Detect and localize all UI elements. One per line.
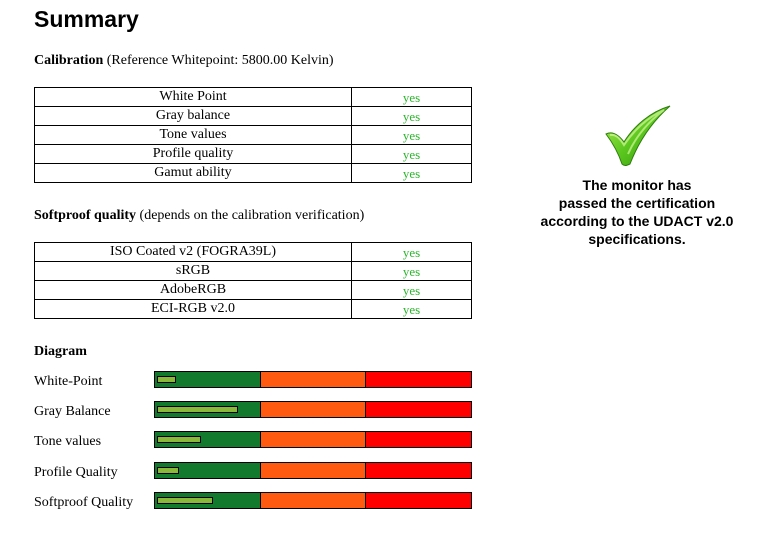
- diagram-bar: [154, 371, 472, 388]
- row-name: ECI-RGB v2.0: [35, 300, 352, 319]
- certification-line: The monitor has: [582, 177, 692, 193]
- row-name: Gamut ability: [35, 164, 352, 183]
- table-row: [35, 126, 472, 145]
- table-row: [35, 281, 472, 300]
- calibration-heading: [34, 53, 334, 69]
- diagram-label: Softproof Quality: [34, 495, 134, 510]
- bar-level-indicator: [157, 406, 238, 413]
- row-name: AdobeRGB: [35, 281, 352, 300]
- row-value: yes: [352, 88, 472, 107]
- row-value: yes: [352, 145, 472, 164]
- bar-zone-red: [366, 463, 471, 478]
- diagram-label: Gray Balance: [34, 404, 111, 419]
- bar-zone-orange: [261, 493, 366, 508]
- certification-line: according to the UDACT v2.0: [540, 213, 734, 229]
- row-value: yes: [352, 107, 472, 126]
- bar-zone-red: [366, 432, 471, 447]
- calibration-table: [34, 87, 472, 183]
- certification-message: [520, 176, 754, 248]
- row-value: yes: [352, 164, 472, 183]
- row-name: Profile quality: [35, 145, 352, 164]
- bar-level-indicator: [157, 436, 201, 443]
- row-value: yes: [352, 243, 472, 262]
- diagram-label: Profile Quality: [34, 465, 118, 480]
- bar-zone-red: [366, 493, 471, 508]
- bar-level-indicator: [157, 376, 176, 383]
- page-title: Summary: [34, 6, 139, 32]
- diagram-bar: [154, 401, 472, 418]
- bar-zone-red: [366, 402, 471, 417]
- row-name: White Point: [35, 88, 352, 107]
- calibration-note: (Reference Whitepoint: 5800.00 Kelvin): [106, 53, 334, 68]
- softproof-table: [34, 242, 472, 319]
- row-name: ISO Coated v2 (FOGRA39L): [35, 243, 352, 262]
- row-value: yes: [352, 300, 472, 319]
- table-row: [35, 145, 472, 164]
- table-row: [35, 88, 472, 107]
- bar-zone-orange: [261, 432, 366, 447]
- diagram-label: Tone values: [34, 434, 102, 449]
- bar-level-indicator: [157, 467, 179, 474]
- row-value: yes: [352, 281, 472, 300]
- checkmark-icon: [604, 104, 672, 168]
- softproof-heading: [34, 208, 364, 224]
- softproof-title: Softproof quality: [34, 208, 137, 223]
- certification-line: specifications.: [588, 231, 686, 247]
- bar-zone-orange: [261, 402, 366, 417]
- diagram-heading: [34, 344, 87, 360]
- diagram-bar: [154, 462, 472, 479]
- row-value: yes: [352, 126, 472, 145]
- diagram-bar: [154, 431, 472, 448]
- row-name: Gray balance: [35, 107, 352, 126]
- bar-zone-orange: [261, 372, 366, 387]
- table-row: [35, 243, 472, 262]
- table-row: [35, 300, 472, 319]
- diagram-label: White-Point: [34, 374, 103, 389]
- calibration-title: Calibration: [34, 53, 104, 68]
- table-row: [35, 107, 472, 126]
- table-row: [35, 164, 472, 183]
- diagram-title: Diagram: [34, 344, 87, 359]
- diagram-bar: [154, 492, 472, 509]
- table-row: [35, 262, 472, 281]
- bar-level-indicator: [157, 497, 213, 504]
- row-name: sRGB: [35, 262, 352, 281]
- bar-zone-red: [366, 372, 471, 387]
- row-name: Tone values: [35, 126, 352, 145]
- certification-line: passed the certification: [558, 195, 716, 211]
- softproof-note: (depends on the calibration verification): [139, 208, 365, 223]
- bar-zone-orange: [261, 463, 366, 478]
- row-value: yes: [352, 262, 472, 281]
